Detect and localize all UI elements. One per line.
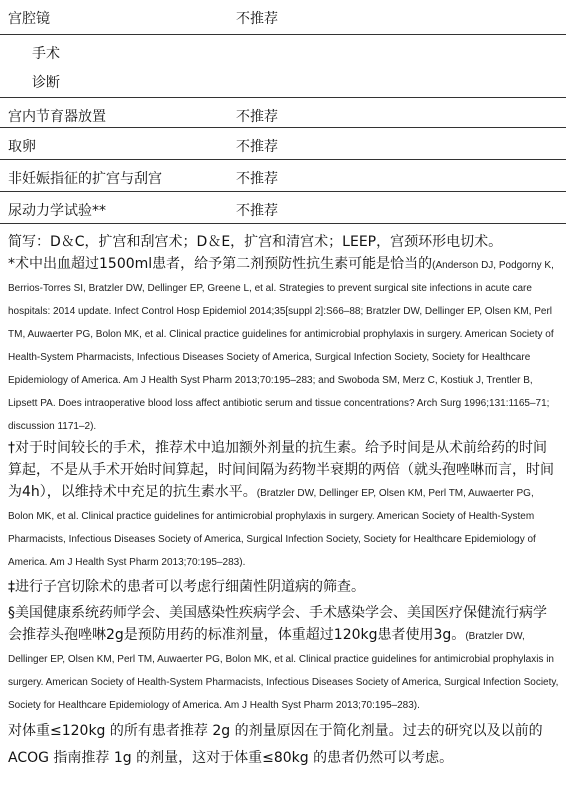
dosage-note: 对体重≤120kg 的所有患者推荐 2g 的剂量原因在于简化剂量。过去的研究以及以前的 ACOG 指南推荐 1g 的剂量，这对于体重≤80kg 的患者仍然可以考虑。 xyxy=(8,723,543,766)
table-row xyxy=(0,128,566,160)
footnote-dagger-text: †对于时间较长的手术，推荐术中追加额外剂量的抗生素。给予时间是从术前给药的时间算起，不是从手术开始时间算起，时间间隔为药物半衰期的两倍（就头孢唑啉而言，时间为4h），以维持术中充足的抗生素水平。 xyxy=(8,440,554,500)
procedure-cell: 取卵 xyxy=(8,139,36,155)
table-row xyxy=(0,64,566,98)
footnote-dagger-reference: (Bratzler DW, Dellinger EP, Olsen KM, Perl TM, Auwaerter PG, Bolon MK, et al. Clinical practice guidelines for antimicrobial prophylaxis in surgery. American Society of Health-System Pharmacists, Infectious Diseases Society of America, Surgical Infection Society, Society for Healthcare Epidemiology of America. Am J Health Syst Pharm 2013;70:195–283). xyxy=(8,488,536,568)
procedure-cell: 非妊娠指征的扩宫与刮宫 xyxy=(8,171,162,187)
abbreviations-note: 简写：D＆C，扩宫和刮宫术；D＆E，扩宫和清宫术；LEEP，宫颈环形电切术。 xyxy=(8,234,503,250)
footnote-section-reference: (Bratzler DW, Dellinger EP, Olsen KM, Perl TM, Auwaerter PG, Bolon MK, et al. Clinical practice guidelines for antimicrobial prophylaxis in surgery. American Society of Health-System Pharmacists, Infectious Diseases Society of America, Surgical Infection Society, Society for Healthcare Epidemiology of America. Am J Health Syst Pharm 2013;70:195–283). xyxy=(8,631,559,711)
table-row xyxy=(0,160,566,192)
table-footnotes xyxy=(8,232,560,772)
procedure-cell: 诊断 xyxy=(32,75,60,91)
recommendation-cell: 不推荐 xyxy=(236,109,278,125)
recommendation-cell: 不推荐 xyxy=(236,11,278,27)
procedure-cell: 宫内节育器放置 xyxy=(8,109,106,125)
table-row xyxy=(0,98,566,128)
footnote-double-dagger: ‡进行子宫切除术的患者可以考虑行细菌性阴道病的筛查。 xyxy=(8,579,365,595)
footnote-section-text: §美国健康系统药师学会、美国感染性疾病学会、手术感染学会、美国医疗保健流行病学会推荐头孢唑啉2g是预防用药的标准剂量，体重超过120kg患者使用3g。 xyxy=(8,605,547,643)
footnote-star xyxy=(8,253,560,437)
footnote-section xyxy=(8,602,560,716)
recommendation-cell: 不推荐 xyxy=(236,203,278,219)
table-row xyxy=(0,35,566,64)
recommendation-cell: 不推荐 xyxy=(236,171,278,187)
footnote-star-text: *术中出血超过1500ml患者，给予第二剂预防性抗生素可能是恰当的 xyxy=(8,256,433,272)
footnote-star-reference: (Anderson DJ, Podgorny K, Berrios-Torres SI, Bratzler DW, Dellinger EP, Greene L, et al. Strategies to prevent surgical site infections in acute care hospitals: 2014 update. Infect Control Hosp Epidemiol 2014;35[suppl 2]:S66–88; Bratzler DW, Dellinger EP, Olsen KM, Perl TM, Auwaerter PG, Bolon MK, et al. Clinical practice guidelines for antimicrobial prophylaxis in surgery. American Society of Health-System Pharmacists, Infectious Diseases Society of America, Surgical Infection Society, Society for Healthcare Epidemiology of America. Am J Health Syst Pharm 2013;70:195–283; and Swoboda SM, Merz C, Kostiuk J, Trentler B, Lipsett PA. Does intraoperative blood loss affect antibiotic serum and tissue concentrations? Arch Surg 1996;131:1165–71; discussion 1171–2). xyxy=(8,260,554,432)
table-row xyxy=(0,192,566,224)
procedure-cell: 尿动力学试验** xyxy=(8,203,106,219)
table-row xyxy=(0,0,566,35)
procedure-cell: 手术 xyxy=(32,46,60,62)
procedure-cell: 宫腔镜 xyxy=(8,11,50,27)
recommendation-cell: 不推荐 xyxy=(236,139,278,155)
footnote-dagger xyxy=(8,437,560,573)
antibiotic-prophylaxis-table xyxy=(0,0,566,224)
